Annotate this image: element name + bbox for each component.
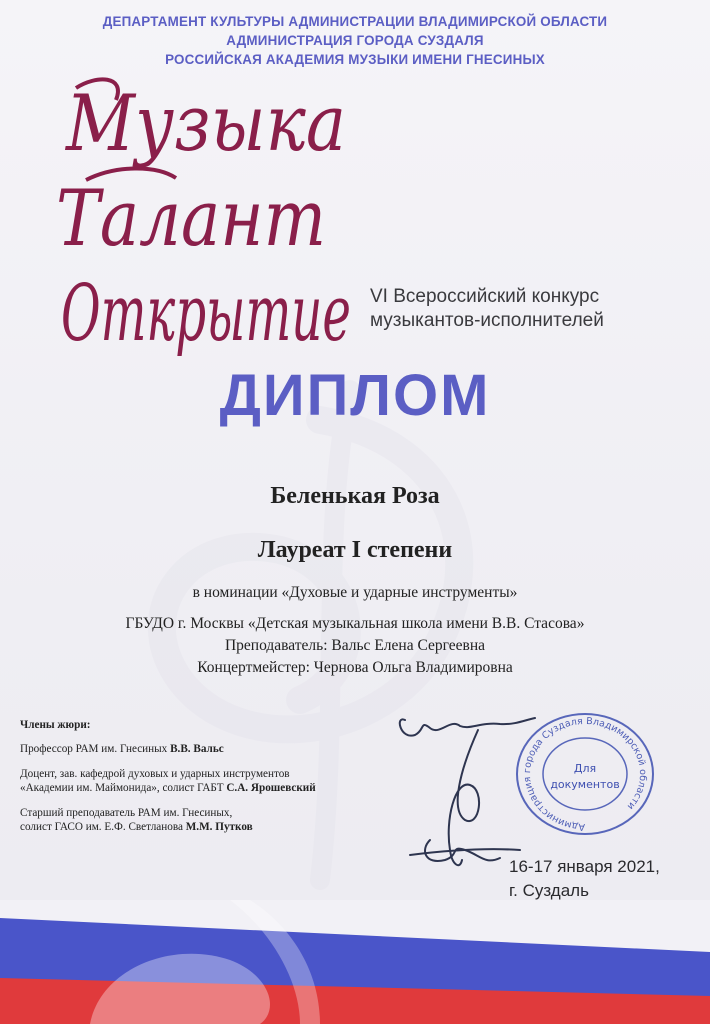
stamp-center-line-1: Для xyxy=(573,762,597,775)
date-text: 16-17 января 2021, xyxy=(509,857,660,876)
place-text: г. Суздаль xyxy=(509,881,589,900)
jury-member-name: С.А. Ярошевский xyxy=(226,782,316,794)
logo-line-1: Музыка xyxy=(64,79,347,169)
jury-member-position: Доцент, зав. кафедрой духовых и ударных инструментов xyxy=(20,768,290,780)
date-place xyxy=(509,855,709,903)
jury-title: Члены жюри: xyxy=(20,719,91,731)
jury-block xyxy=(20,718,410,845)
stamp-center-line-2: документов xyxy=(550,778,620,791)
flag-bands xyxy=(0,900,710,1024)
jury-member-name: В.В. Вальс xyxy=(170,743,224,755)
jury-member xyxy=(20,767,410,795)
diploma-title: ДИПЛОМ xyxy=(219,363,491,428)
logo-line-2: Талант xyxy=(56,174,326,264)
contest-line-1: VI Всероссийский конкурс xyxy=(370,286,600,307)
school-text: ГБУДО г. Москвы «Детская музыкальная школа имени В.В. Стасова» xyxy=(125,615,585,632)
jury-member-name: М.М. Путков xyxy=(185,821,253,833)
stamp-ring-text: Администрация города Суздаля Владимирской области xyxy=(522,715,649,833)
contest-name xyxy=(370,285,700,333)
teacher-text: Преподаватель: Вальс Елена Сергеевна xyxy=(224,637,486,654)
award-details xyxy=(0,582,710,679)
organizer-line: ДЕПАРТАМЕНТ КУЛЬТУРЫ АДМИНИСТРАЦИИ ВЛАДИМИРСКОЙ ОБЛАСТИ xyxy=(102,14,608,29)
jury-member-position: Старший преподаватель РАМ им. Гнесиных, xyxy=(20,807,233,819)
nomination-text: в номинации «Духовые и ударные инструменты» xyxy=(192,584,518,601)
organizers-header xyxy=(0,12,710,69)
contest-logo xyxy=(56,70,356,360)
contest-line-2: музыкантов-исполнителей xyxy=(370,310,604,331)
recipient-name: Беленькая Роза xyxy=(270,483,440,509)
accompanist-text: Концертмейстер: Чернова Ольга Владимировна xyxy=(197,659,513,676)
logo-line-3: Открытие xyxy=(61,269,351,359)
jury-member-position: солист ГАСО им. Е.Ф. Светланова xyxy=(20,821,186,833)
award-title: Лауреат I степени xyxy=(257,537,453,563)
jury-member xyxy=(20,806,410,834)
jury-member-position: «Академии им. Маймонида», солист ГАБТ xyxy=(20,782,227,794)
organizer-line: РОССИЙСКАЯ АКАДЕМИЯ МУЗЫКИ ИМЕНИ ГНЕСИНЫХ xyxy=(165,52,545,67)
jury-member xyxy=(20,742,410,756)
jury-member-position: Профессор РАМ им. Гнесиных xyxy=(20,743,171,755)
organizer-line: АДМИНИСТРАЦИЯ ГОРОДА СУЗДАЛЯ xyxy=(226,33,484,48)
